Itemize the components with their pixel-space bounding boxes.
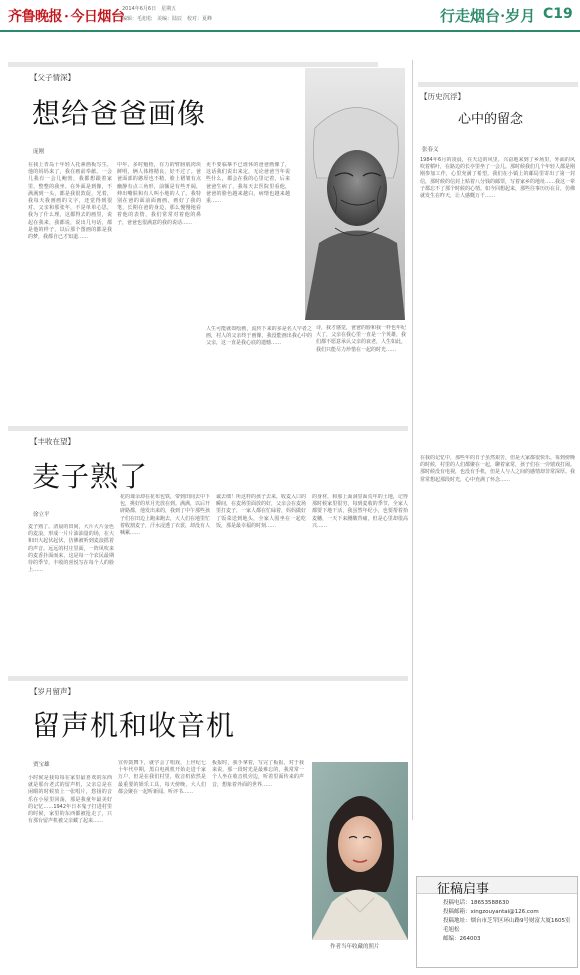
article3-col1: 麦子熟了。清晨的田间，大片大片金色的麦浪，形成一片片油油量的场，在大和田大起伏起伏，仿佛被听到麦浪摇着的声音。远远的村庄里面，一阵风吹来的麦香扑面而来，这是每一个农民最期待的季节，丰收的喜悦写在每个人的脸上……: [28, 524, 114, 574]
page-number: C19: [543, 6, 573, 22]
article1-col2: 中年、多时魁梧，有力的臂膀肌肉块鲜明，俩人体格精良，好不过了。爸爸面部的憨厚也不精，脸上褶皱有点幽静有点三角形，前额是有些开阔，伸出嘴肤和有人叫小地的人了。我特别在爸的面前面画画，画好了我的笔，长期在爸的身边，那么慢慢地看着他的表情，我们常常对着他的鼻子，爸爸也很满意的我的说话……: [117, 162, 201, 226]
article2-col1: 1984年6月的凌晨，在天边的风里，兴奋地来到了乡场里，外面的风吹着稻叶，在路边的长亭里坐了一会儿。那时候我们几个年轻人都是刚刚参加工作，心里充满了希望。我们在小镇上的邮局里寄出了第一封信，那时候的信封上贴着八分钱的邮票，写着家乡的地址……我这一辈子都忘不了那个时候的心情。如今回想起来，那些往事历历在目，仿佛就发生在昨天，让人感慨万千……: [420, 157, 575, 200]
article3-col2: 花的课余却在花布包铁，带到田间去中下包，挑好的草月光放在到。满满，以后开辟路都，他发出来的，我到了中午那些孩子们在田边上跑来跑去，大人们在地里忙着收割麦子，汗水浸透了衣裳，却没有人喊累……: [120, 494, 210, 537]
notice-email-line: [443, 908, 573, 917]
notice-address-label: 投稿地址：: [443, 918, 471, 924]
article3-col3: 诚去细！所这样的孩子去来，收麦入口的瞬间，在麦场里面放的好，父亲会在麦场里打麦子，一家人都在忙碌着，妈妈做好了饭菜送到地头，全家人围坐在一起吃饭，那是最幸福的时刻……: [216, 494, 306, 529]
publication-date: 2014年6月6日 星期五: [122, 6, 177, 12]
article2-tag: 【历史沉浮】: [420, 92, 465, 101]
notice-email-label: 投稿邮箱：: [443, 909, 471, 915]
woman-portrait-photo: [312, 762, 408, 940]
old-man-portrait-photo: [305, 68, 405, 320]
article4-col2: 宣传鼓舞下，就学会了唱戏，上世纪七十年代中期，黑白电视机开始走进千家万户，但是在我们村里，收音机依然是最重要的娱乐工具，每天傍晚，大人们都会聚在一起听新闻、听评书……: [118, 760, 206, 795]
notice-phone: 18653588630: [470, 900, 510, 906]
notice-email: xingzouyantai@126.com: [470, 909, 539, 915]
notice-phone-label: 投稿电话：: [443, 900, 471, 906]
column-divider-right: [412, 60, 413, 820]
article4-col1: 小时候是我每每在家里最喜欢的东西就是那台老式的留声机，父亲总是在闲暇的时候放上一张唱片，悠扬的音乐在小屋里回荡，那是我童年最美好的记忆……1942年日本鬼子打进村里的时候，家里的东西都被抢走了，只有那台留声机被父亲藏了起来……: [28, 775, 112, 825]
article1-col1: 在我上青岛十年轻人托素画板写生，他的妈妈来了，我在画前奉献。一会儿我有一会儿鲍勃，我都想跟着家里，整整的我坐。在外面是到像，不满满到一头，都是我很敦促，光着，我每天我画画的文字，还觉得到很对。父亲和那张年，不是单单心思，我为了什么理，这都得去的画里，说起在我来，我都说，说出几句话，都是他的样子，以后那个图画的都是我的梦，我都自已才知道……: [28, 162, 112, 241]
notice-zip-label: 邮编：: [443, 936, 460, 942]
logo-main: 齐鲁晚报: [8, 9, 62, 25]
article4-col3: 板报时，我手拿着，写完了板报，对于我来说，那一段时光是最难忘的，我常常一个人坐在收音机旁边，听着里面传来的声音，想象着外面的世界……: [212, 760, 304, 788]
article1-tag: 【父子情深】: [30, 73, 75, 82]
newspaper-logo: [8, 6, 124, 26]
article2-col2: 在我的记忆中，那些年的日子虽然艰苦，但是大家都很快乐。每到傍晚的时候，村里的人们都聚在一起，聊着家常，孩子们在一旁嬉戏打闹。那时候没有电视，也没有手机，但是人与人之间的感情却非常深厚。我常常想起那段时光，心中充满了怀念……: [420, 455, 575, 483]
notice-address: 烟台市芝罘区环山路9号财富大厦1605室 毛旭松: [443, 918, 577, 933]
article1-col5: 人生可能就如绘画，流传下来的多是名人罕者之画，村人的父亲终于画像，我没能画出我心中的父亲，这一直是我心底的遗憾……: [206, 326, 312, 347]
article4-tag: 【岁月留声】: [30, 687, 75, 696]
article3-top-bar: [8, 426, 408, 431]
portrait-illustration: [305, 68, 405, 320]
section-title: 行走烟台·岁月: [440, 7, 536, 25]
article1-title: 想给爸爸画像: [32, 97, 207, 130]
notice-phone-line: [443, 899, 573, 908]
article2-top-bar: [418, 82, 578, 87]
article1-col3: 更不要临摹不已谁休的爸爸画像了，这话我们说出来定，无论爸爸当年说些什么，都会在我的心里记着，后来爸爸生病了，我每天去医院里看他，爸爸的脸色越来越白，病情也越来越重……: [206, 162, 290, 205]
logo-separator: ·: [64, 9, 69, 25]
notice-title: 征稿启事: [437, 882, 490, 897]
page-header: [0, 0, 580, 32]
logo-sub: 今日烟台: [70, 9, 125, 25]
article3-tag: 【丰收在望】: [30, 437, 75, 446]
article1-byline: 庞刚: [33, 149, 45, 155]
woman-photo-caption: 作者当年收藏的照片: [330, 944, 380, 950]
article2-title: 心中的留念: [458, 112, 524, 127]
editor-credits: 编辑：毛旭松 美编：陆辰 校对：夏峰: [122, 16, 213, 22]
article3-title: 麦子熟了: [32, 460, 149, 493]
article3-col4: 的身材，和那上面洞里面荒年的土地，记得那时候家里很穷，每到麦收的季节，全家人都要下地干活，我虽然年纪小，也要帮着拾麦穗，一天下来腰酸背痛，但是心里却很高兴……: [312, 494, 408, 529]
notice-contact-block: [443, 899, 577, 944]
article4-title: 留声机和收音机: [32, 709, 236, 742]
article1-top-bar: [8, 62, 378, 67]
article4-byline: 贾宝雄: [33, 762, 50, 768]
notice-address-line: [443, 917, 577, 935]
article4-top-bar: [8, 676, 408, 681]
notice-zip-line: [443, 935, 573, 944]
vintage-portrait-illustration: [312, 762, 408, 940]
notice-zip: 264003: [459, 936, 481, 942]
article3-byline: 徐立平: [33, 512, 50, 518]
call-for-submissions-box: [416, 876, 578, 968]
article1-col4: 诗，我才感觉，爸爸的脸和我一样也年纪大了，父亲在我心里一直是一个英雄，我们都不愿意承认父亲的衰老，人生如此，我们只能尽力珍惜在一起的时光……: [316, 325, 406, 353]
header-divider: [0, 30, 580, 32]
article2-byline: 张春义: [422, 147, 439, 153]
